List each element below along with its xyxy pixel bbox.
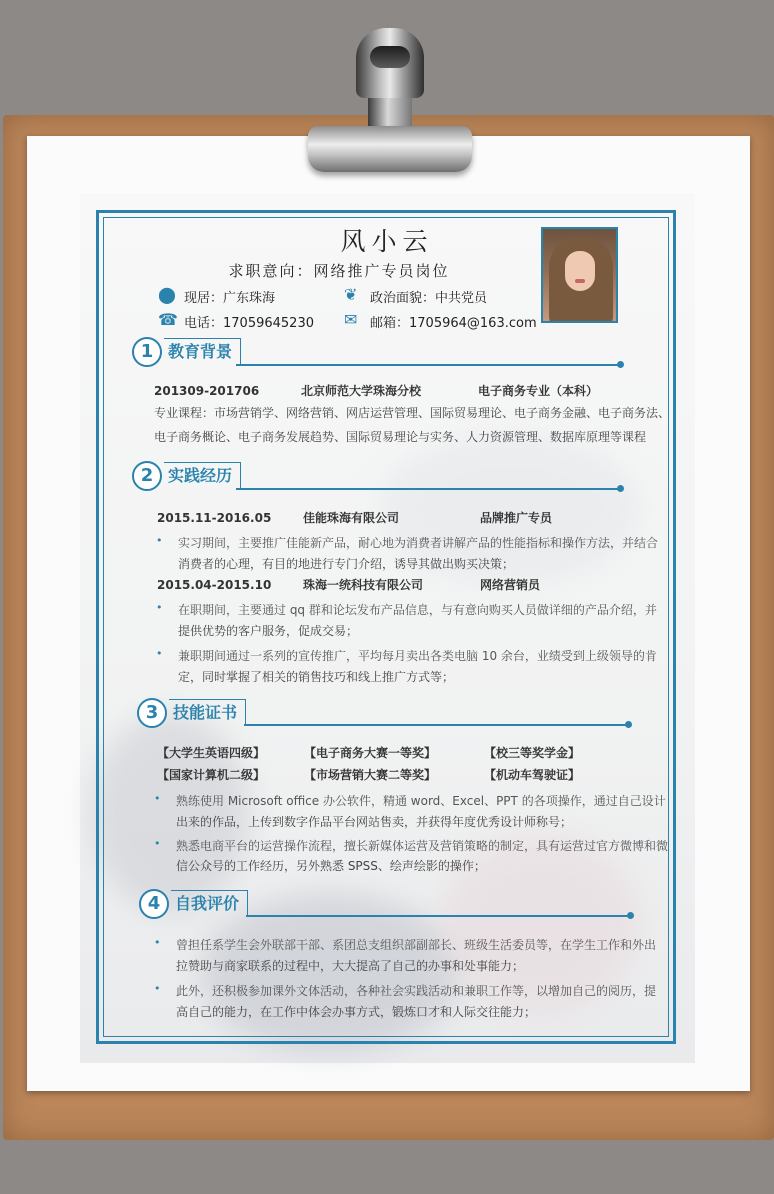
job-role: 网络营销员 (480, 578, 541, 592)
edu-courses-line1: 专业课程：市场营销学、网络营销、网店运营管理、国际贸易理论、电子商务金融、电子商务法、 (154, 406, 671, 420)
profile-photo (541, 227, 618, 323)
photo-face (565, 251, 595, 291)
section-divider (246, 915, 630, 917)
section-title: 自我评价 (171, 890, 248, 917)
section-divider (236, 488, 620, 490)
section-divider (244, 724, 628, 726)
self-bullet-line: • 此外，还积极参加课外文体活动，各种社会实践活动和兼职工作等，以增加自己的阅历，提 (176, 982, 656, 999)
job-objective: 求职意向：网络推广专员岗位 (228, 262, 450, 280)
edu-courses-line2: 电子商务概论、电子商务发展趋势、国际贸易理论与实务、人力资源管理、数据库原理等课程 (154, 430, 647, 444)
section-divider-dot (625, 721, 632, 728)
clip-hole (370, 46, 410, 68)
section-number: 4 (139, 889, 169, 919)
job-bullet-line: • 兼职期间通过一系列的宣传推广，平均每月卖出各类电脑 10 余台，业绩受到上级领导的肯 (178, 647, 657, 664)
skill-bullet-cont: 信公众号的工作经历，另外熟悉 SPSS、绘声绘影的操作； (176, 859, 486, 873)
edu-major: 电子商务专业（本科） (478, 384, 599, 398)
job-period: 2015.11-2016.05 (157, 511, 272, 525)
cert-item: 【电子商务大赛一等奖】 (304, 746, 437, 760)
section-number: 2 (132, 461, 162, 491)
self-bullet-cont: 拉赞助与商家联系的过程中，大大提高了自己的办事和处事能力； (176, 959, 525, 973)
candidate-name: 风小云 (340, 227, 434, 256)
cert-item: 【大学生英语四级】 (157, 746, 266, 760)
job-company: 珠海一统科技有限公司 (303, 578, 424, 592)
section-practice-header (132, 461, 632, 491)
politics-text: 政治面貌：中共党员 (370, 291, 488, 306)
email-text: 邮箱：1705964@163.com (370, 316, 537, 331)
section-number: 3 (137, 698, 167, 728)
location-pin-icon: ⬤ (158, 285, 176, 304)
location-info (158, 285, 276, 306)
section-number: 1 (132, 337, 162, 367)
job-bullet-cont: 提供优势的客户服务，促成交易； (178, 624, 359, 638)
edu-school: 北京师范大学珠海分校 (301, 384, 422, 398)
skill-bullet-cont: 出来的作品，上传到数字作品平台网站售卖，并获得年度优秀设计师称号； (176, 815, 573, 829)
job-bullet-cont: 定，同时掌握了相关的销售技巧和线上推广方式等； (178, 670, 455, 684)
clip-base (308, 126, 472, 172)
section-divider-dot (617, 485, 624, 492)
job-bullet-line: • 实习期间，主要推广佳能新产品，耐心地为消费者讲解产品的性能指标和操作方法，并结合 (178, 534, 658, 551)
section-title: 教育背景 (164, 338, 241, 365)
job-period: 2015.04-2015.10 (157, 578, 272, 592)
job-role: 品牌推广专员 (480, 511, 553, 525)
section-title: 技能证书 (169, 699, 246, 726)
cert-item: 【市场营销大赛二等奖】 (304, 768, 437, 782)
edu-period: 201309-201706 (154, 384, 260, 398)
cert-item: 【机动车驾驶证】 (484, 768, 581, 782)
section-education-header (132, 337, 632, 367)
cert-item: 【校三等奖学金】 (484, 746, 581, 760)
section-divider-dot (627, 912, 634, 919)
phone-icon: ☎ (158, 310, 178, 329)
self-bullet-line: • 曾担任系学生会外联部干部、系团总支组织部副部长、班级生活委员等，在学生工作和外出 (176, 936, 656, 953)
skill-bullet-line: • 熟悉电商平台的运营操作流程，擅长新媒体运营及营销策略的制定，具有运营过官方微博和微 (176, 837, 668, 854)
self-bullet-cont: 高自己的能力，在工作中体会办事方式，锻炼口才和人际交往能力； (176, 1005, 537, 1019)
skill-bullet-line: • 熟练使用 Microsoft office 办公软件，精通 word、Excel、PPT 的各项操作，通过自己设计 (176, 792, 666, 809)
leaf-icon: ❦ (344, 285, 358, 304)
section-divider (236, 364, 620, 366)
politics-info (344, 285, 488, 306)
location-text: 现居：广东珠海 (184, 291, 276, 306)
email-info (344, 310, 537, 331)
photo-lips (575, 279, 585, 283)
envelope-icon: ✉ (344, 310, 358, 329)
job-bullet-line: • 在职期间，主要通过 qq 群和论坛发布产品信息，与有意向购买人员做详细的产品介绍，并 (178, 601, 657, 618)
phone-text: 电话：17059645230 (184, 316, 314, 331)
phone-info (158, 310, 314, 331)
job-company: 佳能珠海有限公司 (303, 511, 400, 525)
job-bullet-cont: 消费者的心理，有目的地进行专门介绍，诱导其做出购买决策； (178, 557, 515, 571)
section-title: 实践经历 (164, 462, 241, 489)
cert-item: 【国家计算机二级】 (157, 768, 266, 782)
section-divider-dot (617, 361, 624, 368)
